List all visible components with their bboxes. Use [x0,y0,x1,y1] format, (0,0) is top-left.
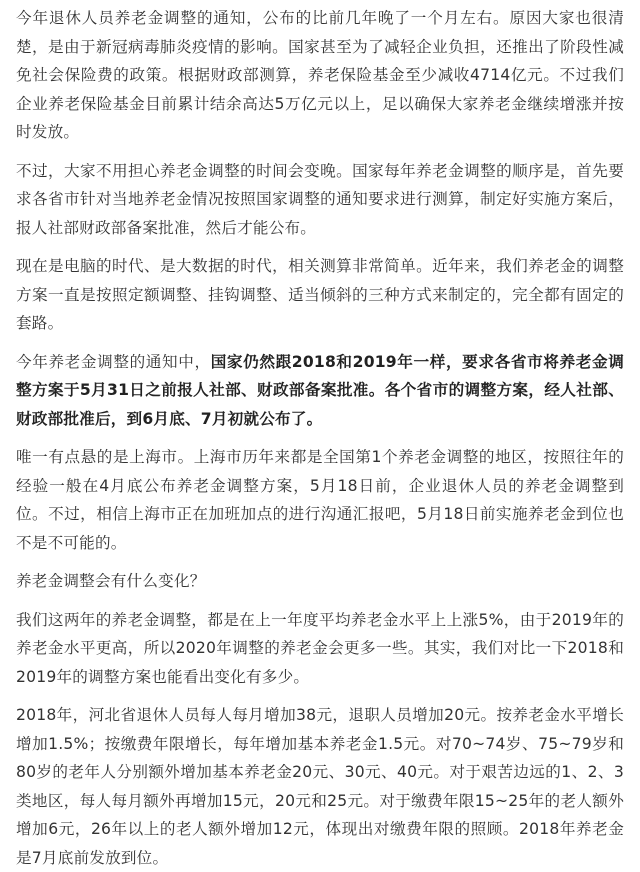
paragraph-hebei-2018: 2018年，河北省退休人员每人每月增加38元，退职人员增加20元。按养老金水平增长增加1.5%；按缴费年限增长，每年增加基本养老金1.5元。对70~74岁、75~79岁和80岁的老年人分别额外增加基本养老金20元、30元、40元。对于艰苦边远的1、2、3类地区，每人每月额外再增加15元，20元和25元。对于缴费年限15~25年的老人额外增加6元，26年以上的老人额外增加12元，体现出对缴费年限的照顾。2018年养老金是7月底前发放到位。 [16,706,624,867]
paragraph-big-data: 现在是电脑的时代、是大数据的时代，相关测算非常简单。近年来，我们养老金的调整方案一直是按照定额调整、挂钩调整、适当倾斜的三种方式来制定的，完全都有固定的套路。 [16,257,624,332]
paragraph-shanghai: 唯一有点悬的是上海市。上海市历年来都是全国第1个养老金调整的地区，按照往年的经验一般在4月底公布养老金调整方案，5月18日前，企业退休人员的养老金调整到位。不过，相信上海市正在加班加点的进行沟通汇报吧，5月18日前实施养老金到位也不是不可能的。 [16,448,624,552]
deadline-bold-text: 国家仍然跟2018和2019年一样，要求各省市将养老金调整方案于5月31日之前报人社部、财政部备案批准。各个省市的调整方案，经人社部、财政部批准后，到6月底、7月初就公布了。 [16,352,624,428]
paragraph-adjustment-order: 不过，大家不用担心养老金调整的时间会变晚。国家每年养老金调整的顺序是，首先要求各省市针对当地养老金情况按照国家调整的通知要求进行测算，制定好实施方案后，报人社部财政部备案批准，然后才能公布。 [16,161,624,237]
paragraph-deadline [16,348,624,434]
paragraph-five-percent: 我们这两年的养老金调整，都是在上一年度平均养老金水平上上涨5%，由于2019年的养老金水平更高，所以2020年调整的养老金会更多一些。其实，我们对比一下2018和2019年的调整方案也能看出变化有多少。 [16,610,624,686]
paragraph-question-heading: 养老金调整会有什么变化？ [16,572,206,590]
deadline-prefix-text: 今年养老金调整的通知中， [16,352,211,371]
paragraph-intro: 今年退休人员养老金调整的通知，公布的比前几年晚了一个月左右。原因大家也很清楚，是由于新冠病毒肺炎疫情的影响。国家甚至为了减轻企业负担，还推出了阶段性减免社会保险费的政策。根据财政部测算，养老保险基金至少减收4714亿元。不过我们企业养老保险基金目前累计结余高达5万亿元以上，足以确保大家养老金继续增涨并按时发放。 [16,9,624,141]
